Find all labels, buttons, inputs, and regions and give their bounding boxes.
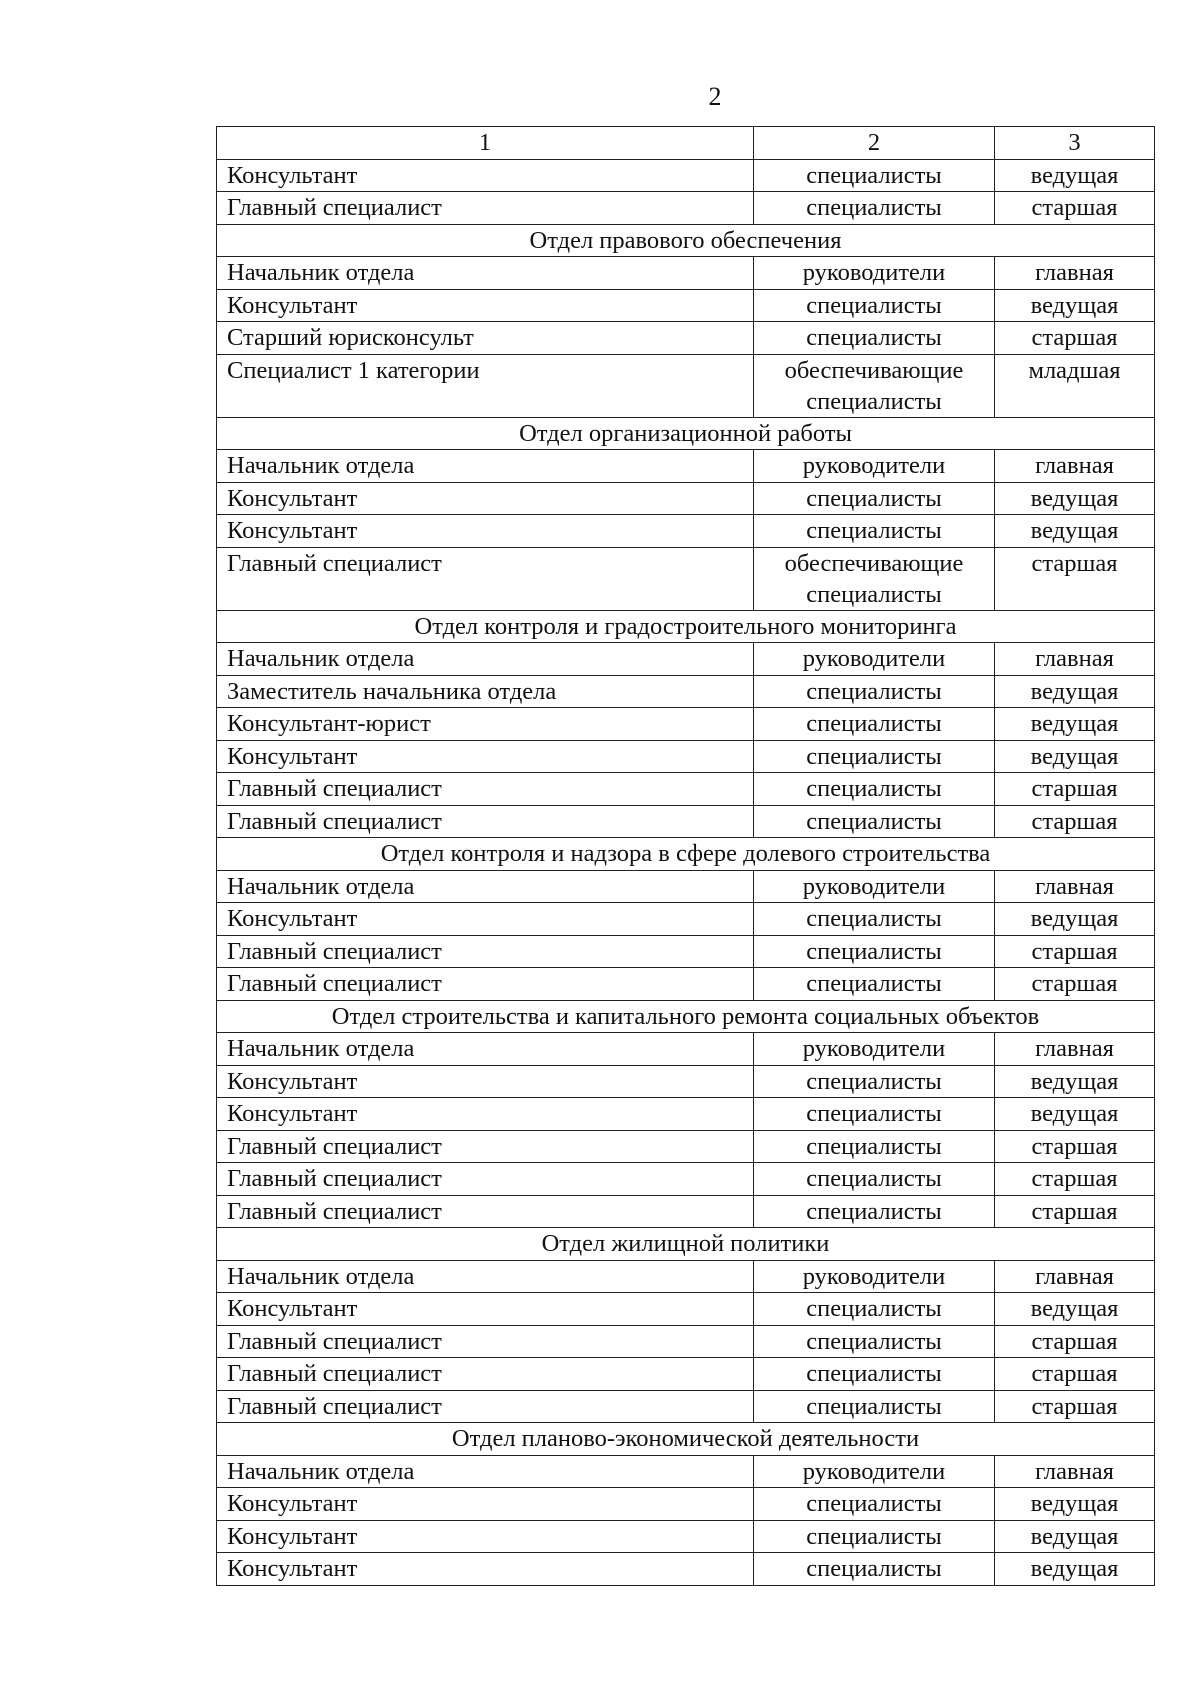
- page-number: 2: [708, 82, 722, 111]
- table-row: [217, 805, 1155, 838]
- table-row: [217, 903, 1155, 936]
- department-header-row: [217, 224, 1155, 257]
- table-row: [217, 675, 1155, 708]
- position-cell: Главный специалист: [217, 192, 754, 225]
- category-cell: специалисты: [754, 1163, 995, 1196]
- category-cell: специалисты: [754, 1390, 995, 1423]
- category-cell: руководители: [754, 643, 995, 676]
- position-cell: Консультант: [217, 515, 754, 548]
- group-cell: ведущая: [995, 740, 1155, 773]
- table-row: [217, 968, 1155, 1001]
- category-cell: обеспечивающие специалисты: [754, 354, 995, 417]
- position-cell: Главный специалист: [217, 1163, 754, 1196]
- category-cell: обеспечивающие специалисты: [754, 547, 995, 610]
- group-cell: ведущая: [995, 1553, 1155, 1586]
- table-row: [217, 257, 1155, 290]
- table-row: [217, 1553, 1155, 1586]
- group-cell: ведущая: [995, 515, 1155, 548]
- category-cell: специалисты: [754, 935, 995, 968]
- position-cell: Главный специалист: [217, 1325, 754, 1358]
- table-row: [217, 515, 1155, 548]
- table-row: [217, 1293, 1155, 1326]
- group-cell: главная: [995, 1455, 1155, 1488]
- position-cell: Начальник отдела: [217, 643, 754, 676]
- table-row: [217, 289, 1155, 322]
- group-cell: младшая: [995, 354, 1155, 417]
- table-row: [217, 1130, 1155, 1163]
- category-cell: руководители: [754, 1455, 995, 1488]
- position-cell: Главный специалист: [217, 1130, 754, 1163]
- department-header-row: [217, 1228, 1155, 1261]
- table-row: [217, 1195, 1155, 1228]
- table-row: [217, 354, 1155, 417]
- group-cell: ведущая: [995, 482, 1155, 515]
- category-cell: специалисты: [754, 1553, 995, 1586]
- category-cell: специалисты: [754, 1488, 995, 1521]
- department-header-row: [217, 417, 1155, 450]
- table-row: [217, 1098, 1155, 1131]
- group-cell: старшая: [995, 192, 1155, 225]
- group-cell: старшая: [995, 322, 1155, 355]
- header-cell-2: 2: [754, 127, 995, 160]
- position-cell: Консультант: [217, 1553, 754, 1586]
- table-header-row: [217, 127, 1155, 160]
- table-row: [217, 740, 1155, 773]
- group-cell: старшая: [995, 1358, 1155, 1391]
- group-cell: главная: [995, 257, 1155, 290]
- position-cell: Консультант: [217, 1293, 754, 1326]
- department-header-row: [217, 1000, 1155, 1033]
- category-cell: специалисты: [754, 740, 995, 773]
- table-row: [217, 1163, 1155, 1196]
- category-cell: специалисты: [754, 1098, 995, 1131]
- category-cell: руководители: [754, 870, 995, 903]
- group-cell: ведущая: [995, 903, 1155, 936]
- category-cell: специалисты: [754, 773, 995, 806]
- category-cell: специалисты: [754, 1293, 995, 1326]
- position-cell: Главный специалист: [217, 968, 754, 1001]
- table-row: [217, 192, 1155, 225]
- position-cell: Главный специалист: [217, 1195, 754, 1228]
- group-cell: старшая: [995, 935, 1155, 968]
- table-row: [217, 322, 1155, 355]
- position-cell: Заместитель начальника отдела: [217, 675, 754, 708]
- position-cell: Консультант: [217, 1065, 754, 1098]
- group-cell: старшая: [995, 1163, 1155, 1196]
- group-cell: старшая: [995, 1130, 1155, 1163]
- group-cell: ведущая: [995, 1520, 1155, 1553]
- position-cell: Консультант: [217, 1488, 754, 1521]
- position-cell: Консультант: [217, 1098, 754, 1131]
- category-cell: специалисты: [754, 805, 995, 838]
- position-cell: Консультант: [217, 1520, 754, 1553]
- position-cell: Консультант: [217, 289, 754, 322]
- category-cell: руководители: [754, 450, 995, 483]
- department-header-row: [217, 610, 1155, 643]
- group-cell: старшая: [995, 1195, 1155, 1228]
- position-cell: Начальник отдела: [217, 870, 754, 903]
- position-cell: Начальник отдела: [217, 257, 754, 290]
- group-cell: ведущая: [995, 1065, 1155, 1098]
- table-row: [217, 547, 1155, 610]
- group-cell: старшая: [995, 1325, 1155, 1358]
- category-cell: специалисты: [754, 192, 995, 225]
- category-cell: специалисты: [754, 1195, 995, 1228]
- group-cell: ведущая: [995, 289, 1155, 322]
- position-cell: Главный специалист: [217, 805, 754, 838]
- department-title: Отдел контроля и градостроительного мониторинга: [217, 610, 1155, 643]
- group-cell: старшая: [995, 547, 1155, 610]
- table-row: [217, 773, 1155, 806]
- position-cell: Главный специалист: [217, 1358, 754, 1391]
- category-cell: специалисты: [754, 322, 995, 355]
- table-row: [217, 1390, 1155, 1423]
- group-cell: ведущая: [995, 675, 1155, 708]
- position-cell: Начальник отдела: [217, 1033, 754, 1066]
- position-cell: Специалист 1 категории: [217, 354, 754, 417]
- position-cell: Консультант: [217, 482, 754, 515]
- group-cell: ведущая: [995, 159, 1155, 192]
- table-row: [217, 482, 1155, 515]
- department-header-row: [217, 838, 1155, 871]
- table-row: [217, 450, 1155, 483]
- position-cell: Консультант: [217, 159, 754, 192]
- group-cell: главная: [995, 1033, 1155, 1066]
- category-cell: специалисты: [754, 159, 995, 192]
- category-cell: специалисты: [754, 1358, 995, 1391]
- table-row: [217, 1033, 1155, 1066]
- position-cell: Главный специалист: [217, 935, 754, 968]
- table-row: [217, 870, 1155, 903]
- department-title: Отдел организационной работы: [217, 417, 1155, 450]
- position-cell: Консультант: [217, 740, 754, 773]
- department-title: Отдел правового обеспечения: [217, 224, 1155, 257]
- group-cell: ведущая: [995, 1293, 1155, 1326]
- table-row: [217, 1325, 1155, 1358]
- position-cell: Начальник отдела: [217, 1455, 754, 1488]
- department-title: Отдел строительства и капитального ремонта социальных объектов: [217, 1000, 1155, 1033]
- position-cell: Главный специалист: [217, 773, 754, 806]
- department-header-row: [217, 1423, 1155, 1456]
- category-cell: специалисты: [754, 968, 995, 1001]
- position-cell: Главный специалист: [217, 1390, 754, 1423]
- category-cell: специалисты: [754, 1520, 995, 1553]
- category-cell: руководители: [754, 1260, 995, 1293]
- table-row: [217, 1065, 1155, 1098]
- staff-table: [216, 126, 1155, 1586]
- position-cell: Начальник отдела: [217, 1260, 754, 1293]
- category-cell: специалисты: [754, 675, 995, 708]
- department-title: Отдел планово-экономической деятельности: [217, 1423, 1155, 1456]
- category-cell: специалисты: [754, 482, 995, 515]
- table-row: [217, 708, 1155, 741]
- table-row: [217, 1488, 1155, 1521]
- table-row: [217, 935, 1155, 968]
- table-row: [217, 1358, 1155, 1391]
- department-title: Отдел контроля и надзора в сфере долевого строительства: [217, 838, 1155, 871]
- group-cell: старшая: [995, 968, 1155, 1001]
- position-cell: Консультант-юрист: [217, 708, 754, 741]
- group-cell: главная: [995, 643, 1155, 676]
- group-cell: главная: [995, 450, 1155, 483]
- group-cell: старшая: [995, 805, 1155, 838]
- category-cell: специалисты: [754, 1130, 995, 1163]
- position-cell: Старший юрисконсульт: [217, 322, 754, 355]
- category-cell: специалисты: [754, 289, 995, 322]
- group-cell: старшая: [995, 1390, 1155, 1423]
- group-cell: ведущая: [995, 708, 1155, 741]
- category-cell: специалисты: [754, 1325, 995, 1358]
- staff-table-body: [217, 127, 1155, 1586]
- group-cell: старшая: [995, 773, 1155, 806]
- category-cell: специалисты: [754, 903, 995, 936]
- group-cell: ведущая: [995, 1098, 1155, 1131]
- table-row: [217, 1260, 1155, 1293]
- category-cell: руководители: [754, 1033, 995, 1066]
- category-cell: специалисты: [754, 708, 995, 741]
- table-row: [217, 643, 1155, 676]
- group-cell: главная: [995, 1260, 1155, 1293]
- table-row: [217, 1455, 1155, 1488]
- category-cell: специалисты: [754, 515, 995, 548]
- category-cell: руководители: [754, 257, 995, 290]
- header-cell-3: 3: [995, 127, 1155, 160]
- position-cell: Главный специалист: [217, 547, 754, 610]
- position-cell: Начальник отдела: [217, 450, 754, 483]
- position-cell: Консультант: [217, 903, 754, 936]
- header-cell-1: 1: [217, 127, 754, 160]
- category-cell: специалисты: [754, 1065, 995, 1098]
- group-cell: ведущая: [995, 1488, 1155, 1521]
- department-title: Отдел жилищной политики: [217, 1228, 1155, 1261]
- table-row: [217, 1520, 1155, 1553]
- group-cell: главная: [995, 870, 1155, 903]
- table-row: [217, 159, 1155, 192]
